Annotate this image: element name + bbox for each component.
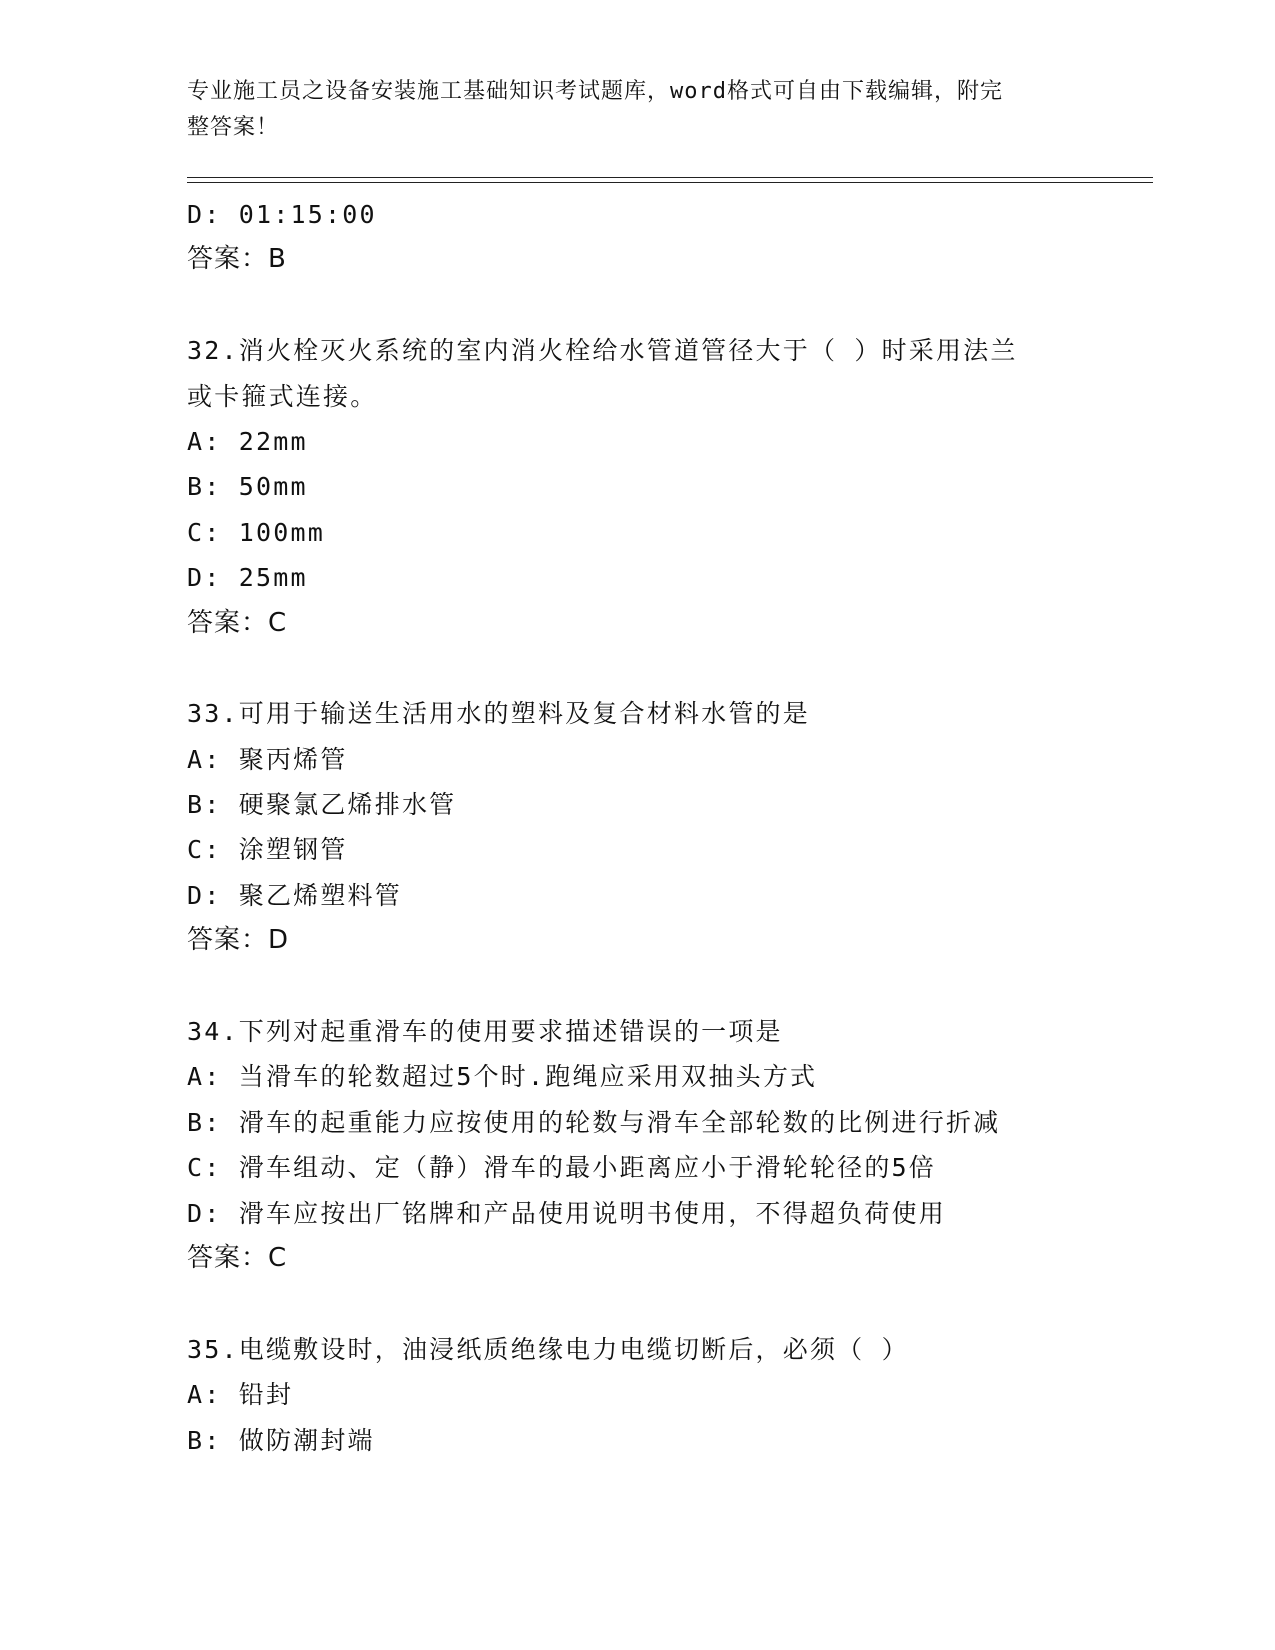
document-header (187, 74, 1067, 146)
option-a: A: 铅封 (187, 1380, 294, 1410)
question-34: 34.下列对起重滑车的使用要求描述错误的一项是 (187, 1017, 783, 1047)
header-rule-top (187, 177, 1153, 178)
option-d: D: 滑车应按出厂铭牌和产品使用说明书使用，不得超负荷使用 (187, 1198, 946, 1228)
answer: 答案：C (187, 607, 288, 638)
question-list (187, 192, 1087, 1463)
option-b: B: 50mm (187, 472, 308, 502)
answer: 答案：C (187, 1242, 288, 1273)
option-a: A: 聚丙烯管 (187, 744, 348, 774)
question-32-cont: 或卡箍式连接。 (187, 381, 378, 411)
option-c: C: 滑车组动、定（静）滑车的最小距离应小于滑轮轮径的5倍 (187, 1153, 937, 1183)
option-b: B: 硬聚氯乙烯排水管 (187, 790, 457, 820)
spacer (187, 646, 1087, 691)
option-b: B: 做防潮封端 (187, 1425, 375, 1455)
answer: 答案：D (187, 925, 290, 956)
header-rule-bottom (187, 182, 1153, 183)
option-a: A: 22mm (187, 426, 308, 456)
option-a: A: 当滑车的轮数超过5个时.跑绳应采用双抽头方式 (187, 1062, 818, 1092)
question-32: 32.消火栓灭火系统的室内消火栓给水管道管径大于（ ）时采用法兰 (187, 336, 1018, 366)
option-d: D: 01:15:00 (187, 200, 377, 229)
answer: 答案：B (187, 244, 287, 275)
question-33: 33.可用于输送生活用水的塑料及复合材料水管的是 (187, 699, 810, 729)
option-c: C: 100mm (187, 517, 326, 547)
header-line-2: 整答案！ (187, 115, 280, 140)
option-d: D: 25mm (187, 563, 308, 593)
question-35: 35.电缆敷设时，油浸纸质绝缘电力电缆切断后，必须（ ） (187, 1334, 909, 1364)
option-b: B: 滑车的起重能力应按使用的轮数与滑车全部轮数的比例进行折减 (187, 1107, 1001, 1137)
spacer (187, 964, 1087, 1009)
header-line-1: 专业施工员之设备安装施工基础知识考试题库，word格式可自由下载编辑，附完 (187, 79, 1003, 104)
spacer (187, 283, 1087, 328)
spacer (187, 1281, 1087, 1326)
option-c: C: 涂塑钢管 (187, 835, 348, 865)
option-d: D: 聚乙烯塑料管 (187, 880, 402, 910)
